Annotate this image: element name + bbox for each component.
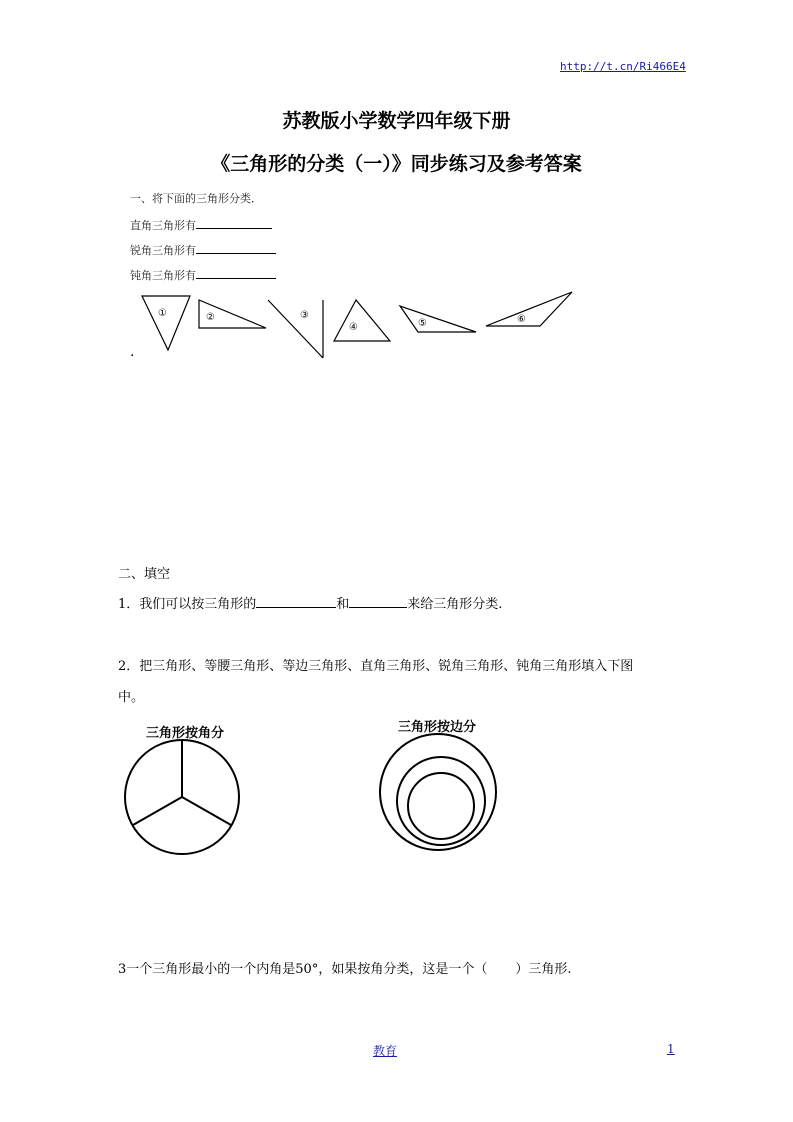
q3-text-after: ）三角形. xyxy=(515,962,572,977)
q1-text-before: 1．我们可以按三角形的 xyxy=(118,597,257,612)
row-label: 锐角三角形有 xyxy=(130,244,196,257)
triangle-2-label: ② xyxy=(206,312,215,323)
stray-dot: . xyxy=(130,344,135,360)
page-title: 苏教版小学数学四年级下册 xyxy=(282,110,511,132)
angle-circle-diagram xyxy=(125,740,239,854)
side-classification-label: 三角形按边分 xyxy=(398,720,477,735)
triangle-4-label: ④ xyxy=(349,322,358,333)
q1-text-after: 来给三角形分类. xyxy=(407,597,503,612)
page-number[interactable]: 1 xyxy=(667,1042,675,1056)
question-2-line1: 2．把三角形、等腰三角形、等边三角形、直角三角形、锐角三角形、钝角三角形填入下图 xyxy=(118,659,634,674)
triangle-1-label: ① xyxy=(158,308,167,319)
angle-classification-label: 三角形按角分 xyxy=(146,726,225,741)
section1-heading: 一、将下面的三角形分类． xyxy=(130,192,262,205)
triangle-6-label: ⑥ xyxy=(517,314,526,325)
page-subtitle: 《三角形的分类（一）》同步练习及参考答案 xyxy=(211,153,582,175)
row-label: 直角三角形有 xyxy=(130,219,196,232)
row-label: 钝角三角形有 xyxy=(130,269,196,282)
question-3 xyxy=(118,958,571,977)
footer-link[interactable]: 教育 xyxy=(373,1044,398,1058)
triangle-3-label: ③ xyxy=(300,310,309,321)
q3-text-before: 3一个三角形最小的一个内角是50°，如果按角分类，这是一个（ xyxy=(118,962,488,977)
triangle-5-label: ⑤ xyxy=(418,318,427,329)
question-2-line2: 中。 xyxy=(118,690,145,705)
header-url-link[interactable]: http://t.cn/Ri466E4 xyxy=(560,60,686,73)
section2-heading: 二、填空 xyxy=(118,567,171,582)
side-circle-diagram xyxy=(380,734,496,850)
q1-text-middle: 和 xyxy=(336,597,350,612)
